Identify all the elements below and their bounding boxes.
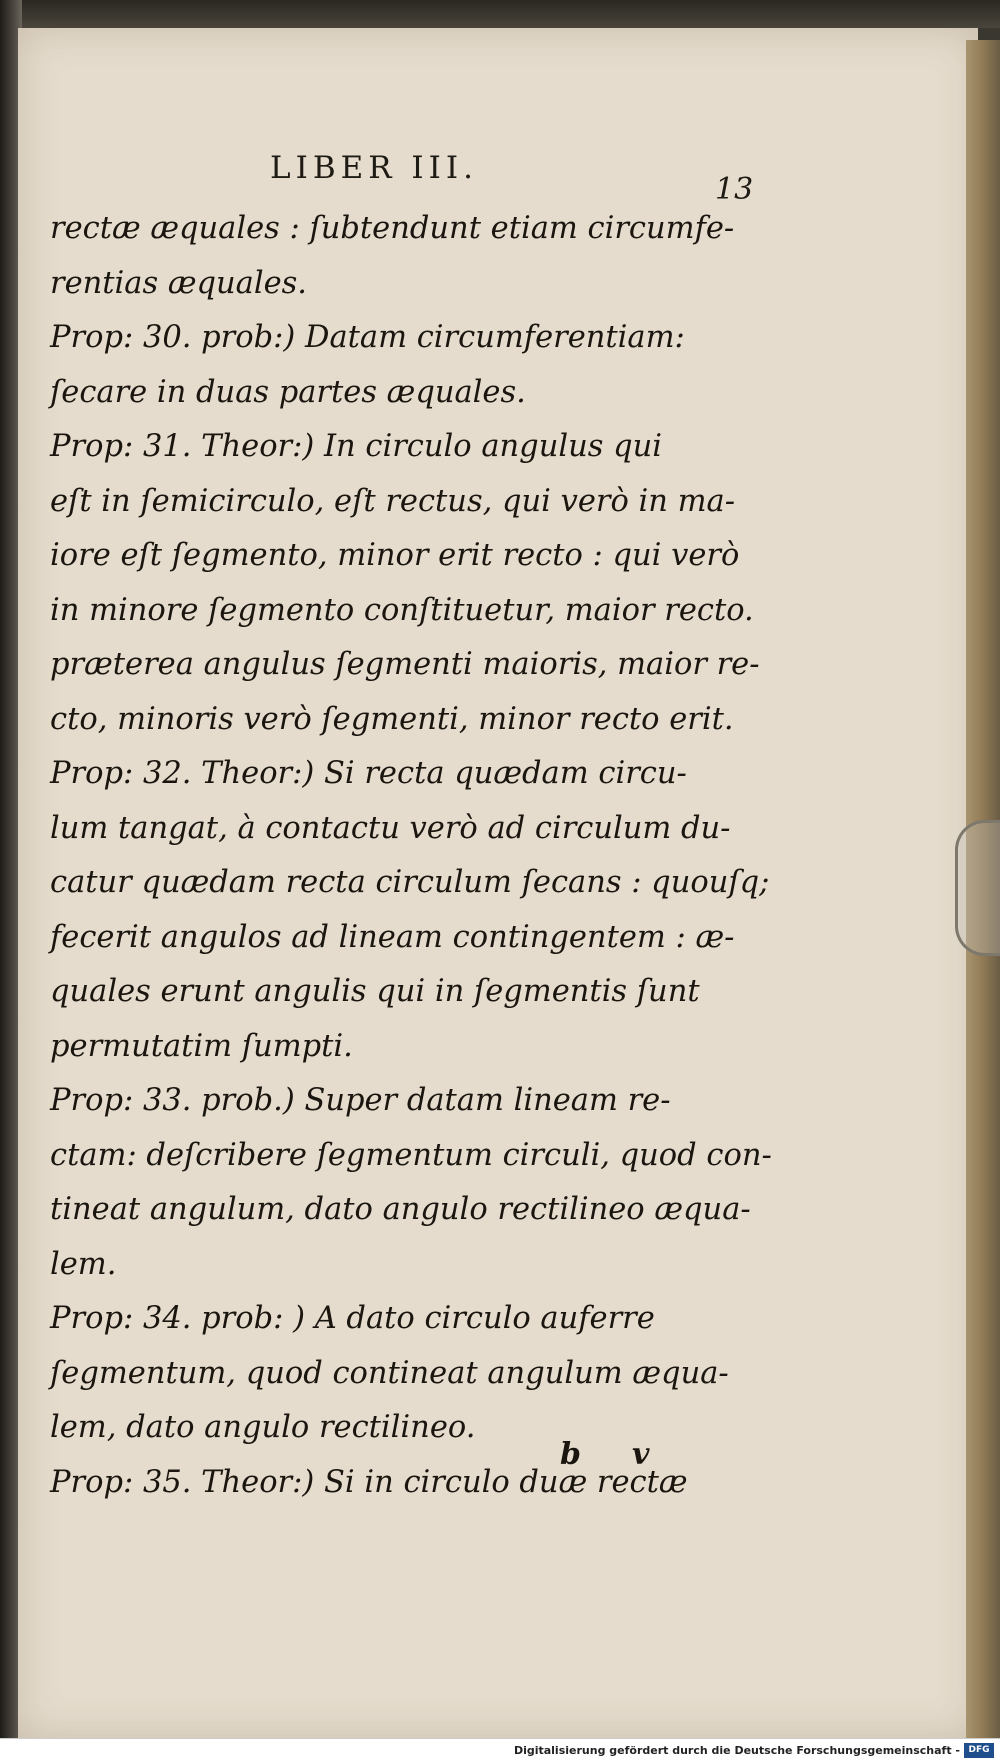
page-clip xyxy=(955,820,1000,956)
text-line: tineat angulum, dato angulo rectilineo æqua- xyxy=(50,1192,751,1227)
text-line: ſecare in duas partes æquales. xyxy=(50,374,526,410)
page-number: 13 xyxy=(715,172,754,207)
body-text xyxy=(50,202,775,1510)
funding-credit: Digitalisierung gefördert durch die Deutsche Forschungsgemeinschaft - xyxy=(513,1744,960,1757)
text-line: Prop: 34. prob: ) A dato circulo auferre xyxy=(50,1301,655,1336)
signature-numeral: v xyxy=(632,1437,650,1472)
text-line: cto, minoris verò ſegmenti, minor recto erit. xyxy=(50,701,734,737)
text-line: lem. xyxy=(50,1246,117,1282)
running-title: LIBER III. xyxy=(270,150,479,186)
text-line: eſt in ſemicirculo, eſt rectus, qui verò in ma- xyxy=(50,483,736,519)
text-line: quales erunt angulis qui in ſegmentis ſunt xyxy=(50,974,700,1009)
signature-letter: b xyxy=(560,1437,581,1472)
text-line: in minore ſegmento conſtituetur, maior recto. xyxy=(50,592,754,628)
text-line: præterea angulus ſegmenti maioris, maior re- xyxy=(50,647,760,682)
text-line: rectæ æquales : ſubtendunt etiam circumfe- xyxy=(50,211,735,246)
text-line: rentias æquales. xyxy=(50,265,307,301)
text-line: fecerit angulos ad lineam contingentem : æ- xyxy=(50,919,735,955)
text-line: Prop: 31. Theor:) In circulo angulus qui xyxy=(50,429,663,464)
text-line: ctam: deſcribere ſegmentum circuli, quod con- xyxy=(50,1137,772,1173)
book-top-edge xyxy=(0,0,1000,28)
text-line: permutatim ſumpti. xyxy=(50,1028,353,1064)
text-line: lum tangat, à contactu verò ad circulum du- xyxy=(50,810,731,846)
text-line: lem, dato angulo rectilineo. xyxy=(50,1410,476,1445)
text-line: Prop: 33. prob.) Super datam lineam re- xyxy=(50,1083,671,1118)
text-line: Prop: 32. Theor:) Si recta quædam circu- xyxy=(50,756,687,791)
text-line: Prop: 35. Theor:) Si in circulo duæ rectæ xyxy=(50,1464,688,1500)
footer-bar xyxy=(0,1738,1000,1764)
dfg-logo: DFG xyxy=(964,1743,994,1758)
text-line: Prop: 30. prob:) Datam circumferentiam: xyxy=(50,320,685,355)
text-line: ſegmentum, quod contineat angulum æqua- xyxy=(50,1355,729,1391)
text-line: iore eſt ſegmento, minor erit recto : qui verò xyxy=(50,538,740,573)
text-line: catur quædam recta circulum ſecans : quouſq; xyxy=(50,865,770,900)
